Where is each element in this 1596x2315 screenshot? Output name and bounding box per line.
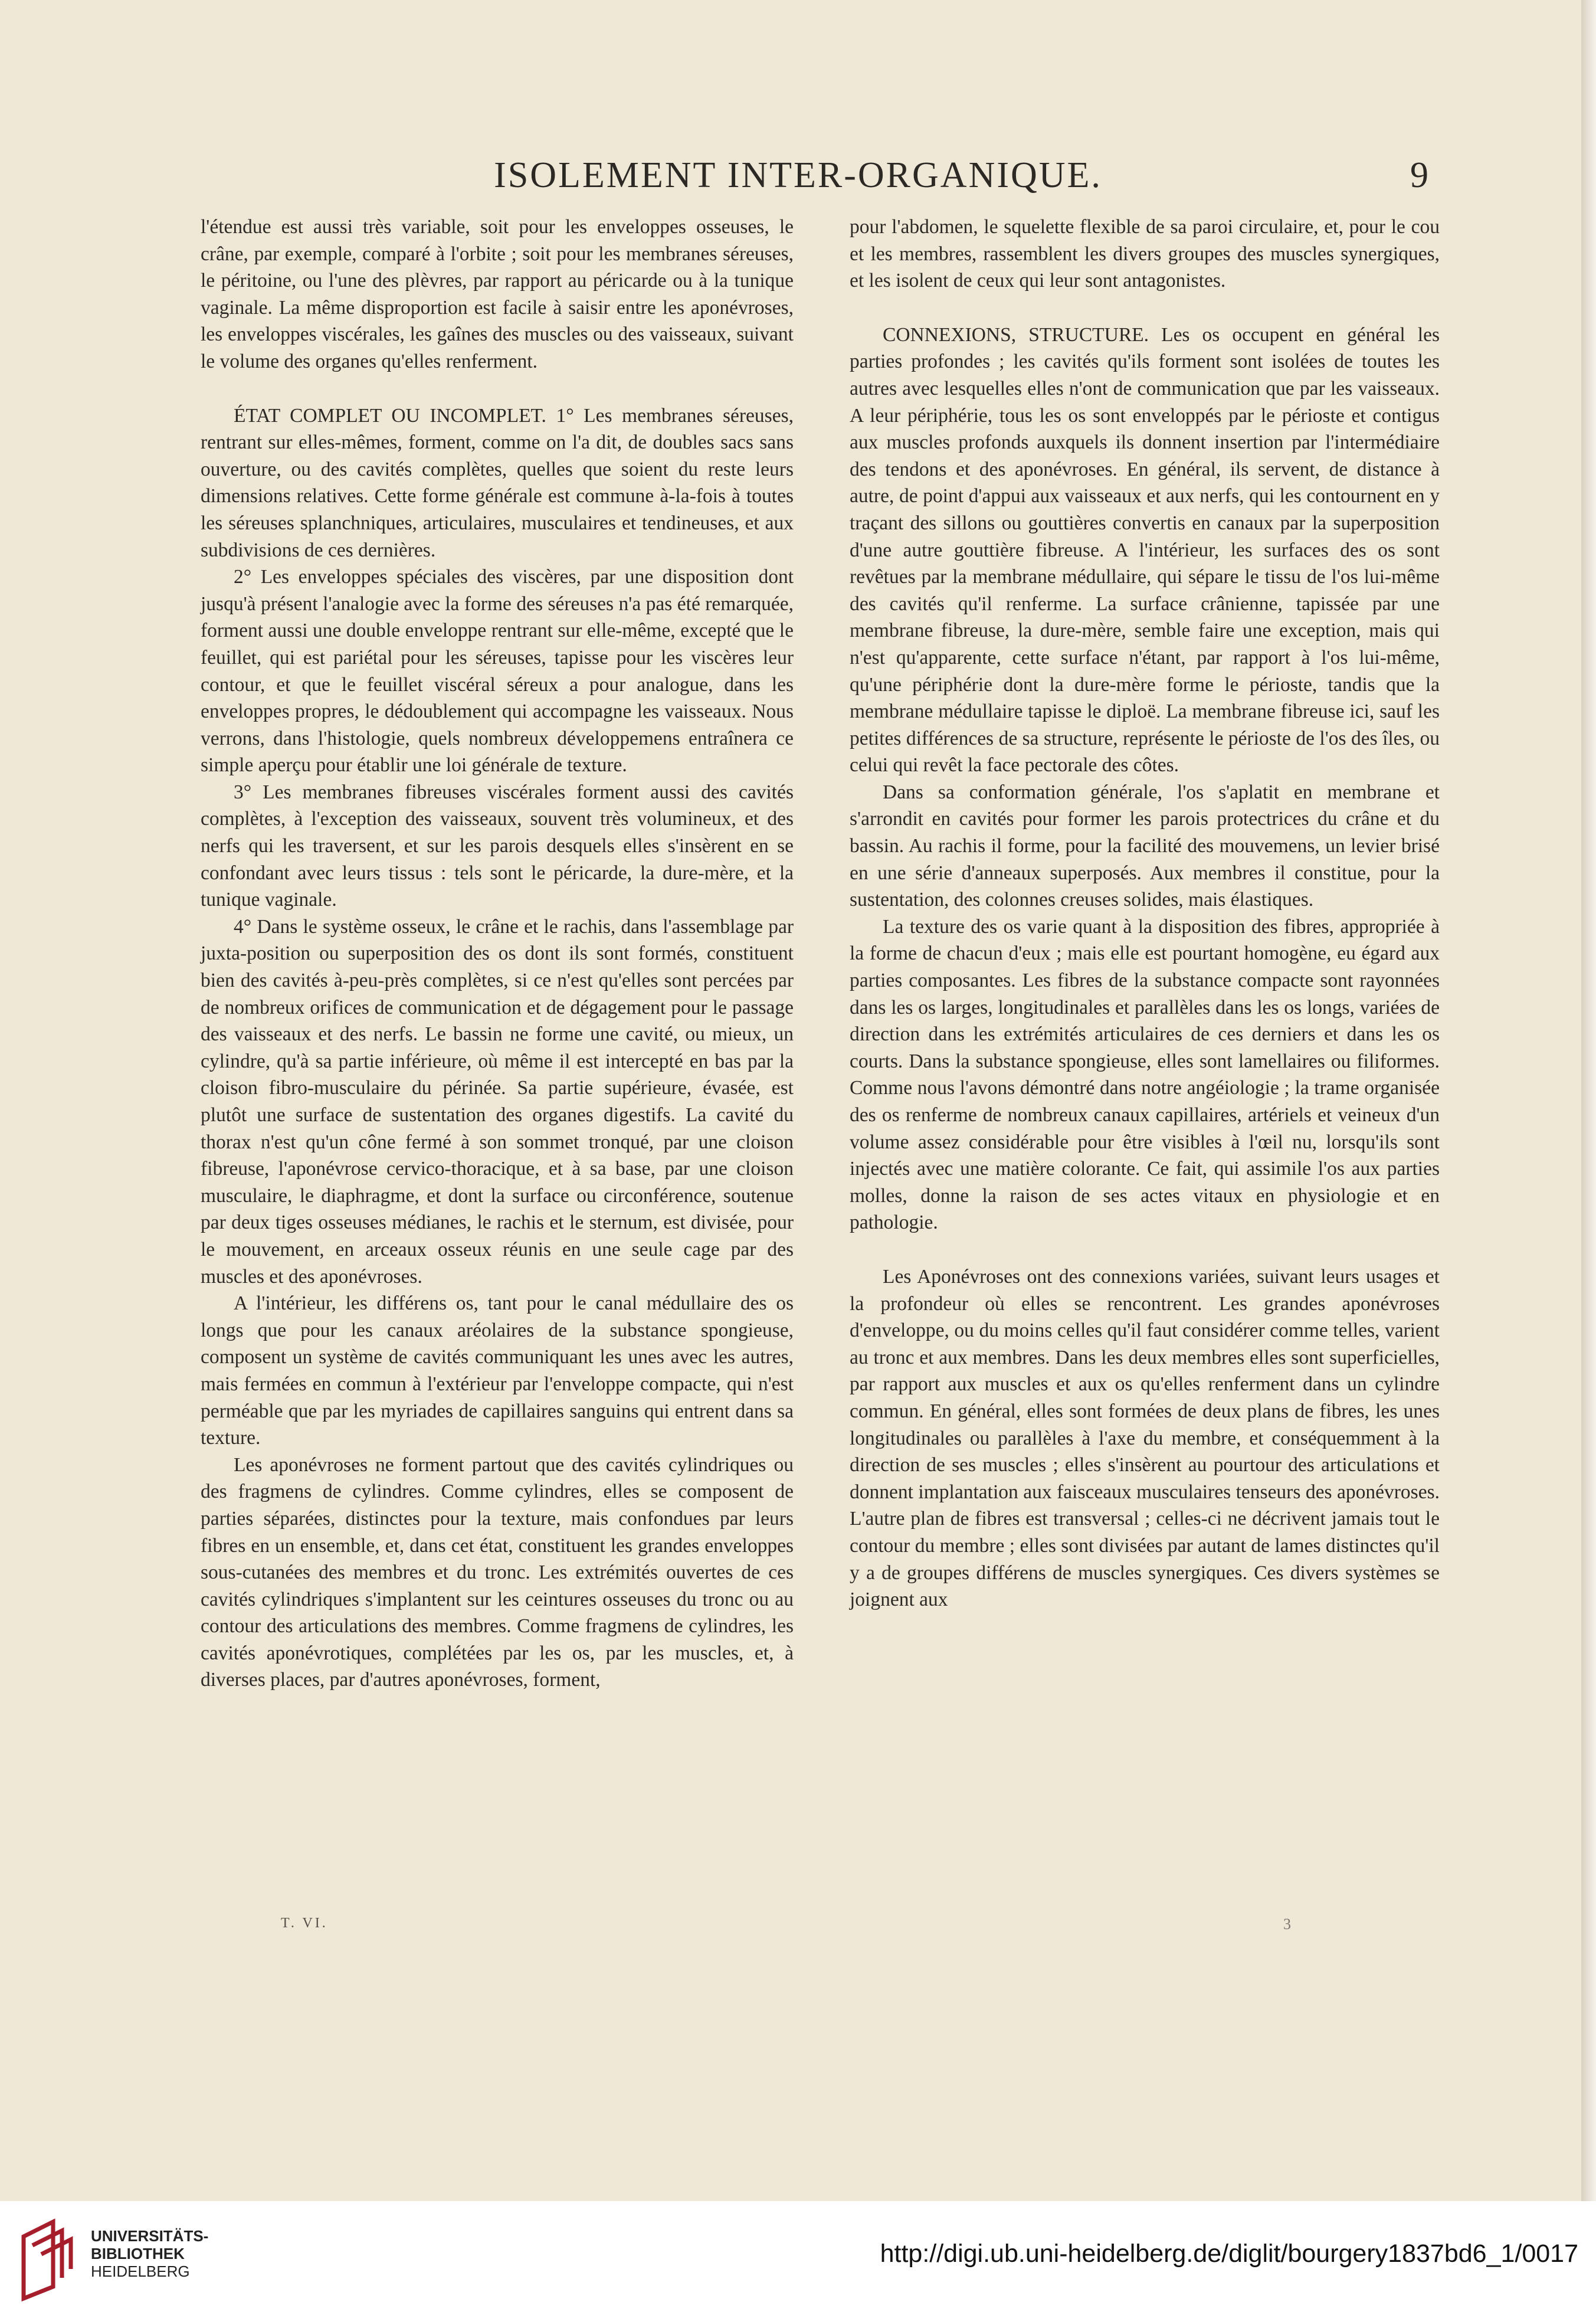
paragraph: Les Aponévroses ont des connexions variées, suivant leurs usages et la profondeur où elles se rencontrent. Les grandes aponévroses d'enveloppe, ou du moins celles qu'il faut considérer comme telles, varient au tronc et aux membres. Dans les deux membres elles sont superficielles, par rapport aux muscles et aux os qu'elles renferment dans un cylindre commun. En général, elles sont formées de deux plans de fibres, les unes longitudinales ou parallèles à l'axe du membre, et conséquemment à la direction de ses muscles ; elles s'insèrent au pourtour des articulations et donnent implantation aux faisceaux musculaires tenseurs des aponévroses. L'autre plan de fibres est transversal ; celles-ci ne décrivent jamais tout le contour du membre ; elles sont divisées par autant de lames distinctes qu'il y a de groupes différens de muscles synergiques. Ces divers systèmes se joignent aux — [850, 1265, 1440, 1611]
paragraph: 3° Les membranes fibreuses viscérales forment aussi des cavités complètes, à l'exception des vaisseaux, souvent très volumineux, et des nerfs qui les traversent, et sur les parois desquels elles s'insèrent en se confondant avec leurs tissus : tels sont le péricarde, la dure-mère, et la tunique vaginale. — [201, 781, 794, 911]
paragraph: A l'intérieur, les différens os, tant pour le canal médullaire des os longs que pour les canaux aréolaires de la substance spongieuse, composent un système de cavités communiquant les unes avec les autres, mais fermées en commun à l'extérieur par l'enveloppe compacte, qui n'est perméable que par les myriades de capillaires sanguins qui entrent dans sa texture. — [201, 1292, 794, 1449]
paragraph: 2° Les enveloppes spéciales des viscères, par une disposition dont jusqu'à présent l'analogie avec la forme des séreuses n'a pas été remarquée, forment aussi une double enveloppe rentrant sur elle-même, excepté que le feuillet, qui est pariétal pour les séreuses, tapisse pour les viscères leur contour, et que le feuillet viscéral séreux a pour analogue, dans les enveloppes propres, le dédoublement qui accompagne les vaisseaux. Nous verrons, dans l'histologie, quels nombreux développemens entraînera ce simple aperçu pour établir une loi générale de texture. — [201, 566, 794, 777]
paragraph: l'étendue est aussi très variable, soit pour les enveloppes osseuses, le crâne, par exemple, comparé à l'orbite ; soit pour les membranes séreuses, le péritoine, ou l'une des plèvres, par rapport au péricarde ou à la tunique vaginale. La même disproportion est facile à saisir entre les aponévroses, les enveloppes viscérales, les gaînes des muscles ou des vaisseaux, suivant le volume des organes qu'elles renferment. — [201, 216, 794, 372]
page-number: 9 — [1410, 155, 1428, 195]
running-head-title: ISOLEMENT INTER-ORGANIQUE. — [494, 155, 1102, 195]
paragraph: 4° Dans le système osseux, le crâne et le rachis, dans l'assemblage par juxta-position ou superposition des os dont ils sont formés, constituent bien des cavités à-peu-près complètes, si ce n'est qu'elles sont percées par de nombreux orifices de communication et de dégagement pour le passage des vaisseaux et des nerfs. Le bassin ne forme une cavité, ou mieux, un cylindre, qu'à sa partie inférieure, où même il est intercepté en bas par la cloison fibro-musculaire du périnée. Sa partie supérieure, évasée, est plutôt une surface de sustentation des organes digestifs. La cavité du thorax n'est qu'un cône fermé à son sommet tronqué, par une cloison fibreuse, l'aponévrose cervico-thoracique, et à sa base, par une cloison musculaire, le diaphragme, et dont la surface ou circonférence, soutenue par deux tiges osseuses médianes, le rachis et le sternum, est divisée, pour le mouvement, en arceaux osseux réunis en une seule cage par des muscles et des aponévroses. — [201, 915, 794, 1288]
paragraph: Les aponévroses ne forment partout que des cavités cylindriques ou des fragmens de cylindres. Comme cylindres, elles se composent de parties séparées, distinctes pour la texture, mais confondues par leurs fibres en un ensemble, et, dans cet état, constituent les grandes enveloppes sous-cutanées des membres et du tronc. Les extrémités ouvertes de ces cavités cylindriques s'implantent sur les ceintures osseuses du tronc ou au contour des articulations des membres. Comme fragmens de cylindres, les cavités aponévrotiques, complétées par les os, par les muscles, et, à diverses places, par d'autres aponévroses, forment, — [201, 1453, 794, 1691]
left-text-column — [201, 214, 794, 1694]
signature-mark: 3 — [1283, 1915, 1291, 1933]
page-edge — [1581, 0, 1596, 2201]
right-text-column — [850, 214, 1440, 1613]
permalink-url[interactable]: http://digi.ub.uni-heidelberg.de/diglit/bourgery1837bd6_1/0017 — [880, 2239, 1578, 2268]
paragraph: ÉTAT COMPLET OU INCOMPLET. 1° Les membranes séreuses, rentrant sur elles-mêmes, forment, comme on l'a dit, de doubles sacs sans ouverture, ou des cavités complètes, quelles que soient du reste leurs dimensions relatives. Cette forme générale est commune à-la-fois à toutes les séreuses splanchniques, articulaires, musculaires et tendineuses, et aux subdivisions de ces dernières. — [201, 404, 794, 561]
library-logo-icon — [18, 2213, 77, 2301]
library-name: UNIVERSITÄTS- BIBLIOTHEK HEIDELBERG — [91, 2227, 209, 2280]
paragraph: CONNEXIONS, STRUCTURE. Les os occupent en général les parties profondes ; les cavités qu'ils forment sont isolées de toutes les autres avec lesquelles elles n'ont de communication que par les vaisseaux. A leur périphérie, tous les os sont enveloppés par le périoste et contigus aux muscles profonds auxquels ils donnent insertion par l'intermédiaire des tendons et des aponévroses. En général, ils servent, de distance à autre, de point d'appui aux vaisseaux et aux nerfs, qui les contournent en y traçant des sillons ou gouttières convertis en canaux par la superposition d'une autre gouttière fibreuse. A l'intérieur, les surfaces des os sont revêtues par la membrane médullaire, qui sépare le tissu de l'os lui-même des cavités qu'il renferme. La surface crânienne, tapissée par une membrane fibreuse, la dure-mère, semble faire une exception, mais qui n'est qu'apparente, cette surface n'étant, par rapport à l'os lui-même, qu'une périphérie dont la dure-mère forme le périoste, tandis que la membrane médullaire tapisse le diploë. La membrane fibreuse ici, sauf les petites différences de sa structure, représente le périoste de l'os des îles, ou celui qui revêt la face pectorale des côtes. — [850, 323, 1440, 777]
paragraph: pour l'abdomen, le squelette flexible de sa paroi circulaire, et, pour le cou et les membres, rassemblent les divers groupes des muscles synergiques, et les isolent de ceux qui leur sont antagonistes. — [850, 216, 1440, 292]
volume-mark: T. VI. — [281, 1915, 328, 1931]
paragraph: La texture des os varie quant à la disposition des fibres, appropriée à la forme de chacun d'eux ; mais elle est pourtant homogène, eu égard aux parties composantes. Les fibres de la substance compacte sont rayonnées dans les os larges, longitudinales et parallèles dans les os longs, variées de direction dans les extrémités articulaires de ces derniers et dans les os courts. Dans la substance spongieuse, elles sont lamellaires ou filiformes. Comme nous l'avons démontré dans notre angéiologie ; la trame organisée des os renferme de nombreux canaux capillaires, artériels et veineux d'un volume assez considérable pour être visibles à l'œil nu, lorsqu'ils sont injectés avec une matière colorante. Ce fait, qui assimile l'os aux parties molles, donne la raison de ses actes vitaux en physiologie et en pathologie. — [850, 915, 1440, 1234]
paragraph: Dans sa conformation générale, l'os s'aplatit en membrane et s'arrondit en cavités pour former les parois protectrices du crâne et du bassin. Au rachis il forme, pour la facilité des mouvemens, un levier brisé en une série d'anneaux superposés. Aux membres il constitue, pour la sustentation, des colonnes creuses solides, mais élastiques. — [850, 781, 1440, 911]
